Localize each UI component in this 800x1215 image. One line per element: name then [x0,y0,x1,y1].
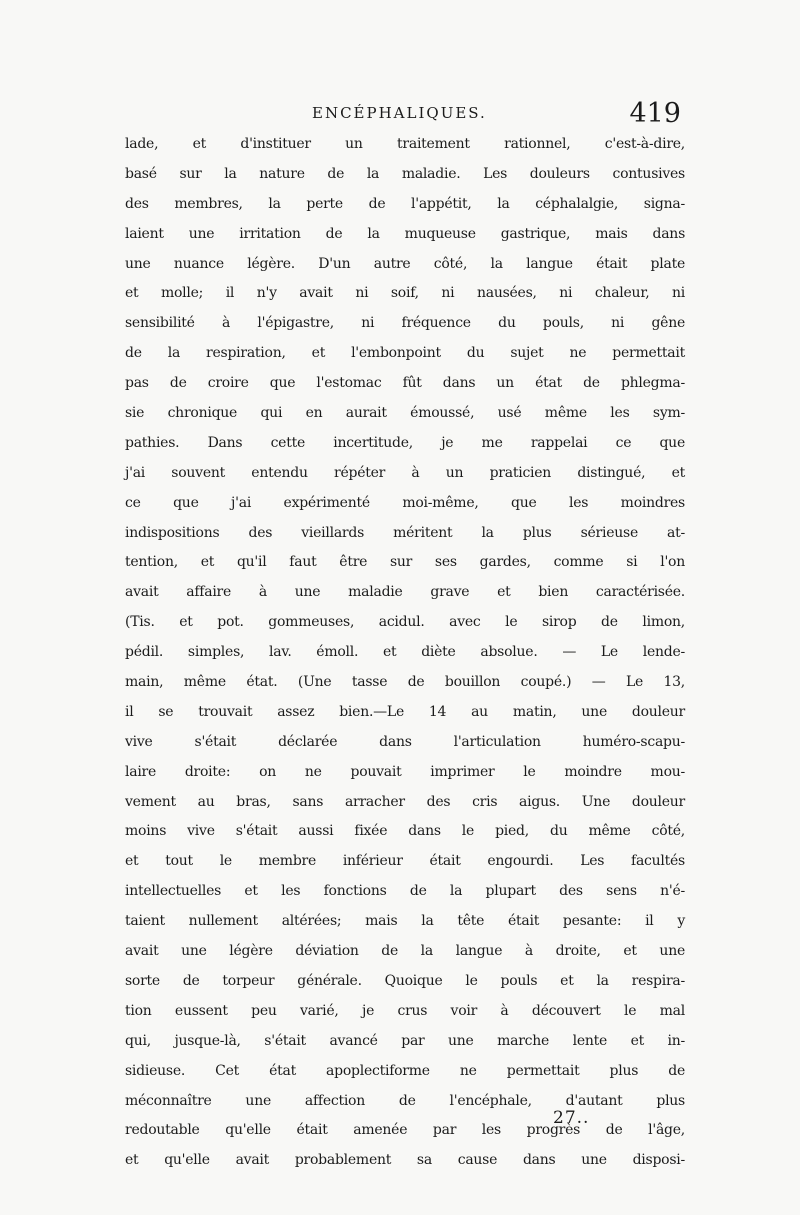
text-line: qui, jusque-là, s'était avancé par une marche lente et in- [125,1032,685,1049]
page-header [125,98,685,130]
text-line: ce que j'ai expérimenté moi-même, que les moindres [125,494,685,511]
text-line: basé sur la nature de la maladie. Les douleurs contusives [125,165,685,182]
text-line: moins vive s'était aussi fixée dans le pied, du même côté, [125,823,685,840]
page-number: 419 [629,98,681,129]
text-line: et tout le membre inférieur était engourdi. Les facultés [125,853,685,870]
text-line: avait affaire à une maladie grave et bien caractérisée. [125,584,685,601]
text-line: avait une légère déviation de la langue à droite, et une [125,943,685,960]
text-line: une nuance légère. D'un autre côté, la langue était plate [125,255,685,272]
text-line: taient nullement altérées; mais la tête était pesante: il y [125,913,685,930]
text-line: et molle; il n'y avait ni soif, ni nausées, ni chaleur, ni [125,285,685,302]
running-head: ENCÉPHALIQUES. [312,104,487,122]
text-line: j'ai souvent entendu répéter à un praticien distingué, et [125,464,685,481]
text-line: il se trouvait assez bien.—Le 14 au matin, une douleur [125,703,685,720]
text-line: sidieuse. Cet état apoplectiforme ne permettait plus de [125,1062,685,1079]
text-line: sensibilité à l'épigastre, ni fréquence du pouls, ni gêne [125,315,685,332]
text-line: des membres, la perte de l'appétit, la céphalalgie, signa- [125,195,685,212]
text-line: lade, et d'instituer un traitement rationnel, c'est-à-dire, [125,136,685,152]
text-line: intellectuelles et les fonctions de la plupart des sens n'é- [125,883,685,900]
text-line: tion eussent peu varié, je crus voir à découvert le mal [125,1002,685,1019]
text-line: main, même état. (Une tasse de bouillon coupé.) — Le 13, [125,674,685,691]
body-text [125,130,685,1176]
text-line: pas de croire que l'estomac fût dans un état de phlegma- [125,375,685,392]
text-line: et qu'elle avait probablement sa cause dans une disposi- [125,1152,685,1169]
text-line: sie chronique qui en aurait émoussé, usé même les sym- [125,405,685,422]
text-line: méconnaître une affection de l'encéphale, d'autant plus [125,1092,685,1109]
text-line: redoutable qu'elle était amenée par les progrès de l'âge, [125,1122,685,1139]
text-line: laire droite: on ne pouvait imprimer le moindre mou- [125,763,685,780]
text-line: indispositions des vieillards méritent la plus sérieuse at- [125,524,685,541]
text-line: de la respiration, et l'embonpoint du sujet ne permettait [125,345,685,362]
text-line: tention, et qu'il faut être sur ses gardes, comme si l'on [125,554,685,571]
text-line: pathies. Dans cette incertitude, je me rappelai ce que [125,434,685,451]
text-line: sorte de torpeur générale. Quoique le pouls et la respira- [125,972,685,989]
text-line: (Tis. et pot. gommeuses, acidul. avec le sirop de limon, [125,614,685,631]
book-page [125,98,685,1198]
text-line: vement au bras, sans arracher des cris aigus. Une douleur [125,793,685,810]
text-line: vive s'était déclarée dans l'articulation huméro-scapu- [125,733,685,750]
signature-mark: 27.. [553,1108,590,1128]
text-line: pédil. simples, lav. émoll. et diète absolue. — Le lende- [125,644,685,661]
text-line: laient une irritation de la muqueuse gastrique, mais dans [125,225,685,242]
